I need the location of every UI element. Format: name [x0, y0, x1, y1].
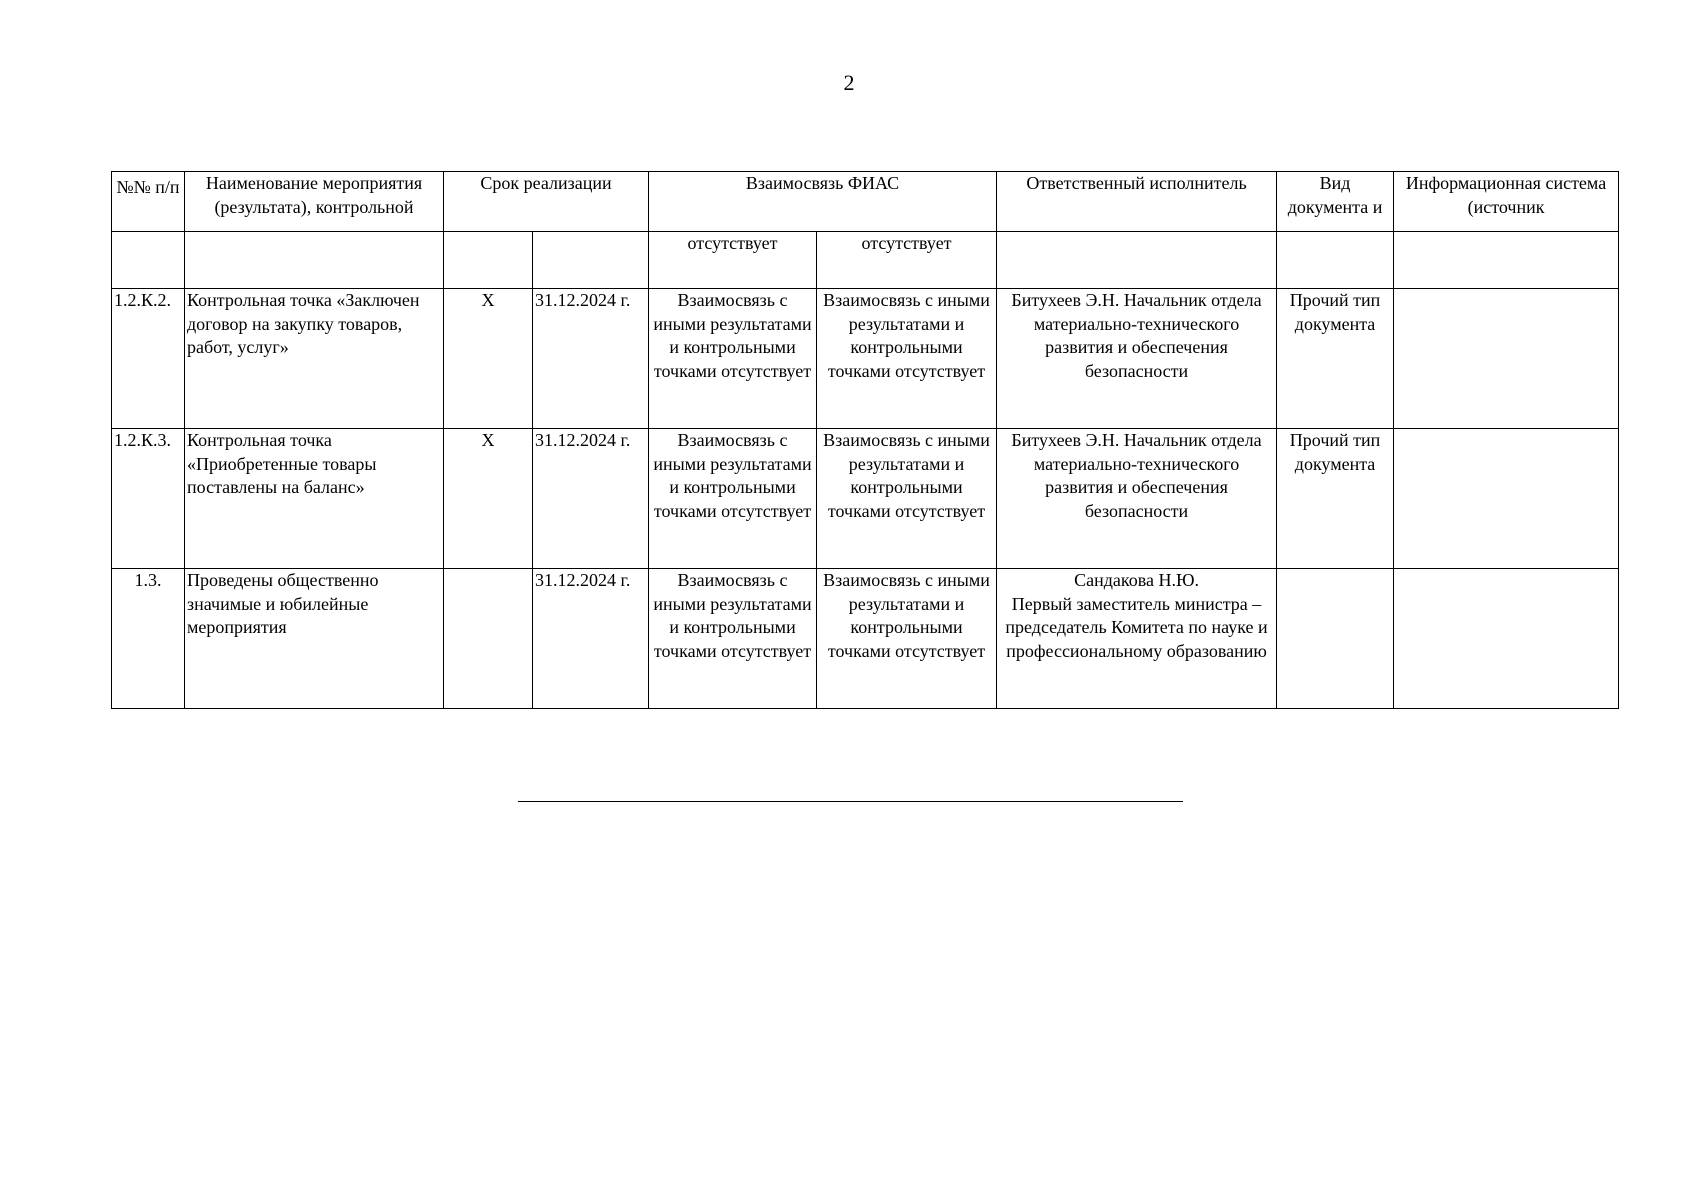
continuation-row: [112, 232, 1619, 289]
row-num: 1.2.К.3.: [112, 429, 185, 569]
row-info-system: [1394, 429, 1619, 569]
row-executor: Битухеев Э.Н. Начальник отдела материально-технического развития и обеспечения безопасности: [997, 429, 1277, 569]
cont-info-system: [1394, 232, 1619, 289]
row-link-prev: Взаимосвязь с иными результатами и контрольными точками отсутствует: [649, 569, 817, 709]
row-info-system: [1394, 289, 1619, 429]
row-info-system: [1394, 569, 1619, 709]
header-executor: Ответственный исполнитель: [1026, 173, 1247, 193]
row-name: Контрольная точка «Приобретенные товары поставлены на баланс»: [185, 429, 444, 569]
row-end: 31.12.2024 г.: [533, 429, 649, 569]
row-executor-cell: [997, 569, 1277, 709]
row-link-prev: Взаимосвязь с иными результатами и контрольными точками отсутствует: [649, 289, 817, 429]
row-start: X: [444, 429, 533, 569]
row-doc-type: Прочий тип документа: [1277, 429, 1394, 569]
header-doc-type: Вид документа и: [1287, 173, 1383, 217]
header-num: №№ п/п: [116, 177, 180, 197]
row-start: [444, 569, 533, 709]
activity-table: [111, 171, 1619, 709]
header-info-system: Информационная система (источник: [1405, 173, 1607, 217]
row-link-prev: Взаимосвязь с иными результатами и контрольными точками отсутствует: [649, 429, 817, 569]
row-name: Контрольная точка «Заключен договор на закупку товаров, работ, услуг»: [185, 289, 444, 429]
cont-name: [185, 232, 444, 289]
row-name: Проведены общественно значимые и юбилейные мероприятия: [185, 569, 444, 709]
row-link-next: Взаимосвязь с иными результатами и контрольными точками отсутствует: [817, 569, 997, 709]
header-fias: Взаимосвязь ФИАС: [745, 173, 900, 193]
page-number: 2: [843, 70, 855, 95]
row-executor-name: Сандакова Н.Ю.: [1074, 570, 1199, 590]
row-doc-type: Прочий тип документа: [1277, 289, 1394, 429]
cont-start: [444, 232, 533, 289]
table-header-row: [112, 172, 1619, 232]
cont-executor: [997, 232, 1277, 289]
header-deadline: Срок реализации: [480, 173, 612, 193]
cont-num: [112, 232, 185, 289]
row-end: 31.12.2024 г.: [533, 289, 649, 429]
row-doc-type: [1277, 569, 1394, 709]
cont-link-prev: отсутствует: [649, 232, 817, 289]
cont-doc-type: [1277, 232, 1394, 289]
row-executor: Битухеев Э.Н. Начальник отдела материально-технического развития и обеспечения безопасности: [997, 289, 1277, 429]
cont-end: [533, 232, 649, 289]
table-row: [112, 289, 1619, 429]
row-executor: Первый заместитель министра – председатель Комитета по науке и профессиональному образованию: [1005, 593, 1268, 661]
row-link-next: Взаимосвязь с иными результатами и контрольными точками отсутствует: [817, 429, 997, 569]
closing-rule: [518, 801, 1183, 802]
table-row: [112, 569, 1619, 709]
row-end: 31.12.2024 г.: [533, 569, 649, 709]
row-link-next: Взаимосвязь с иными результатами и контрольными точками отсутствует: [817, 289, 997, 429]
row-num: 1.2.К.2.: [112, 289, 185, 429]
row-start: X: [444, 289, 533, 429]
cont-link-next: отсутствует: [817, 232, 997, 289]
row-num: 1.3.: [112, 569, 185, 709]
header-name: Наименование мероприятия (результата), контрольной: [205, 173, 423, 217]
table-row: [112, 429, 1619, 569]
